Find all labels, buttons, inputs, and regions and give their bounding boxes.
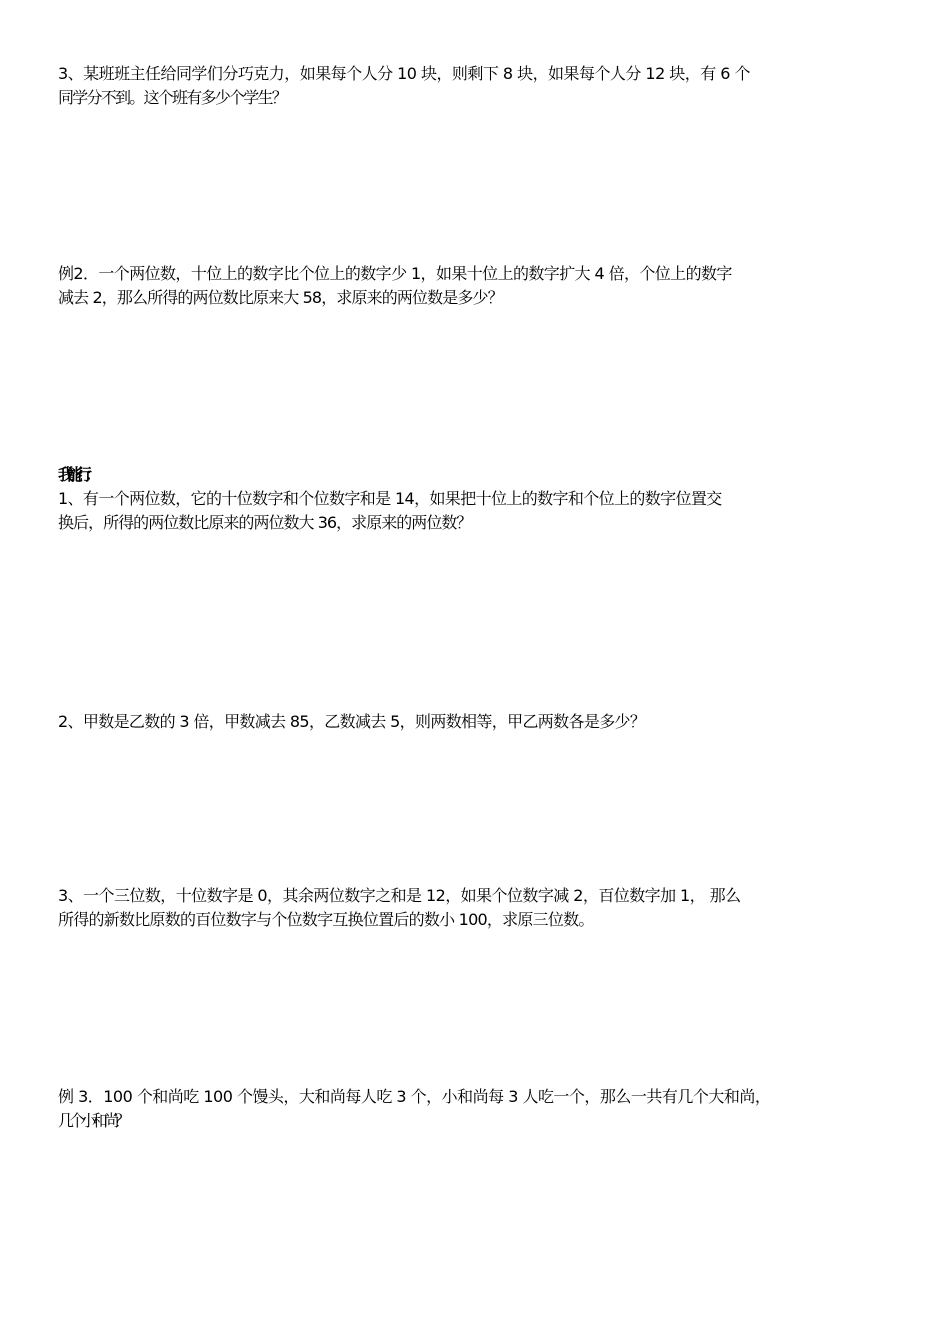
section-i-can <box>58 463 908 535</box>
problem-line: 减去 2，那么所得的两位数比原来大 58，求原来的两位数是多少？ <box>58 288 503 307</box>
problem-line: 3、某班班主任给同学们分巧克力，如果每个人分 10 块，则剩下 8 块，如果每个人分 12 块，有 6 个 <box>58 64 750 83</box>
example-3 <box>58 1085 908 1133</box>
problem-line: 2、甲数是乙数的 3 倍，甲数减去 85，乙数减去 5，则两数相等，甲乙两数各是多少？ <box>58 712 646 731</box>
example-2 <box>58 262 908 310</box>
problem-line: 例 3．100 个和尚吃 100 个馒头，大和尚每人吃 3 个，小和尚每 3 人吃一个，那么一共有几个大和尚， <box>58 1087 771 1106</box>
section-heading: 我能行： <box>58 465 95 484</box>
problem-line: 例2．一个两位数，十位上的数字比个位上的数字少 1，如果十位上的数字扩大 4 倍，个位上的数字 <box>58 264 732 283</box>
problem-line: 换后，所得的两位数比原来的两位数大 36，求原来的两位数？ <box>58 513 472 532</box>
problem-line: 1、有一个两位数，它的十位数字和个位数字和是 14，如果把十位上的数字和个位上的数字位置交 <box>58 489 722 508</box>
problem-line: 同学分不到。这个班有多少个学生？ <box>58 88 287 107</box>
problem-chocolate <box>58 62 908 110</box>
problem-i-can-3 <box>58 884 908 932</box>
problem-line: 几个小和尚？ <box>58 1111 127 1130</box>
problem-i-can-2 <box>58 710 908 734</box>
problem-line: 所得的新数比原数的百位数字与个位数字互换位置后的数小 100，求原三位数。 <box>58 910 594 929</box>
problem-line: 3、一个三位数，十位数字是 0，其余两位数字之和是 12，如果个位数字减 2，百位数字加 1， 那么 <box>58 886 741 905</box>
